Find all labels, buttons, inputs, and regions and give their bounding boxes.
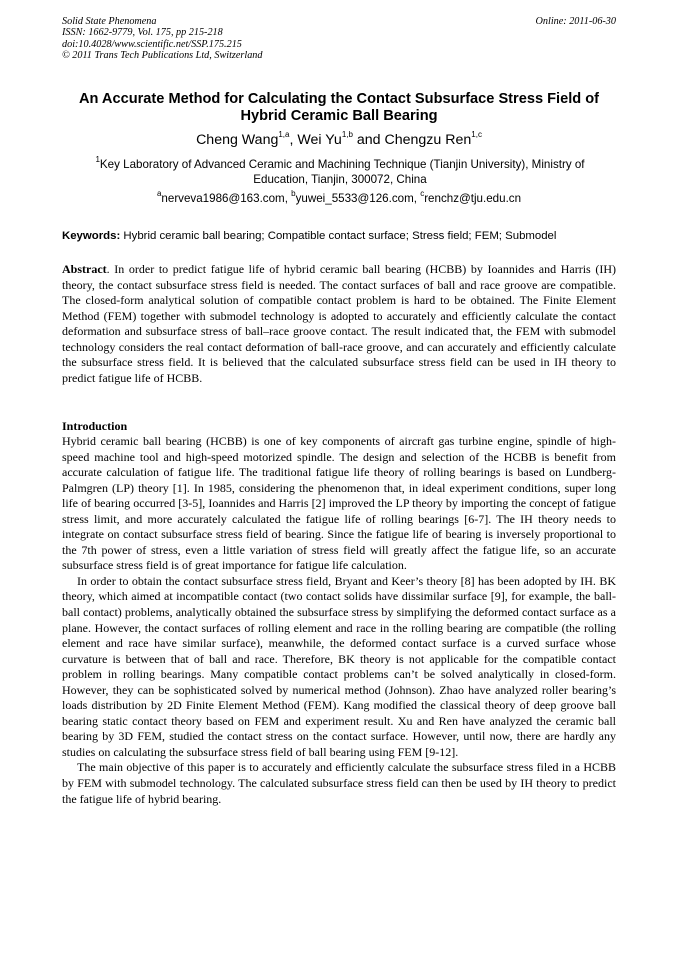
author-name: Chengzu Ren [384,132,472,148]
keywords-label: Keywords: [62,230,121,242]
affiliation-mark: 1 [95,155,100,165]
online-date: Online: 2011-06-30 [535,16,616,27]
email-mark: b [291,189,296,199]
abstract-label: Abstract [62,262,107,276]
email-separator: , [413,192,421,205]
author-affiliation-mark: 1,c [471,130,482,140]
section-heading-introduction: Introduction [62,419,128,433]
email-address: renchz@tju.edu.cn [424,192,522,205]
affiliation-text: Key Laboratory of Advanced Ceramic and Machining Technique (Tianjin University), Ministry of Education, Tianjin, 300072, China [99,158,585,186]
paragraph: Hybrid ceramic ball bearing (HCBB) is one of key components of aircraft gas turbine engine, spindle of high-speed machine tool and high-speed motorized spindle. The design and selection of the HCBB is benefit from accurate calculation of fatigue life. The traditional fatigue life theory of rolling bearings is based on Lundberg-Palmgren (LP) theory [1]. In 1985, considering the phenomenon that, in ideal experiment conditions, super long life of bearing occurred [3-5], Ioannides and Harris [2] improved the LP theory by importing the concept of fatigue stress limit, and more accurately calculated the fatigue life of rolling bearings [6-7]. The IH theory needs to integrate on contact subsurface stress field of bearing. Since the fatigue life of bearing is inversely proportional to the 7th power of stress, even a little variation of stress field will greatly affect the fatigue life, so an accurate subsurface stress field is of great importance for fatigue life calculation. [62,434,616,573]
journal-header [62,16,616,62]
email-address: yuwei_5533@126.com [295,192,414,205]
paragraph: In order to obtain the contact subsurface stress field, Bryant and Keer’s theory [8] has been adopted by IH. BK theory, which aimed at incompatible contact (two contact solids have dissimilar surface [9], for example, the ball-ball contact) problems, analytically obtained the subsurface stress by simplifying the deformed contact surface as a plane. However, the contact surfaces of rolling element and race in the rolling bearing are compatible (the rolling element and race have similar surface), meanwhile, the deformed contact surface is a curved surface whose curvature is between that of ball and race. Therefore, BK theory is not applicable for the compatible contact problem in rolling bearings. Many compatible contact problems can’t be solved analytically in closed-form. However, they can be sophisticated solved by numerical method (Johnson). Zhao have analyzed roller bearing’s loads distribution by 2D Finite Element Method (FEM). Kang modified the classical theory of deep groove ball bearing static contact theory based on FEM and experiment result. Xu and Ren have analyzed the ceramic ball bearing by 3D FEM, studied the contact stress on the contact surface. However, until now, there are hardly any studies on calculating the subsurface stress field of ball bearing using FEM [9-12]. [62,573,616,759]
issn-line: ISSN: 1662-9779, Vol. 175, pp 215-218 [62,27,223,39]
keywords [62,229,622,243]
abstract [62,262,616,386]
copyright-line: © 2011 Trans Tech Publications Ltd, Switzerland [62,50,263,62]
author-list [62,132,616,149]
paper-title: An Accurate Method for Calculating the Contact Subsurface Stress Field of Hybrid Ceramic Ball Bearing [78,91,600,124]
author-name: Cheng Wang [196,132,279,148]
author-separator: and [352,132,385,148]
email-separator: , [284,192,292,205]
affiliation [80,155,600,187]
abstract-text: . In order to predict fatigue life of hybrid ceramic ball bearing (HCBB) by Ioannides and Harris (IH) theory, the contact subsurface stress field is needed. The contact surfaces of ball and race groove are compatible. The closed-form analytical solution of compatible contact problem is hard to be obtained. The Finite Element Method (FEM) together with submodel technology is adopted to accurately and efficiently calculate the contact deformation and subsurface stress of ball–race groove contact. The result indicated that, the FEM with submodel technology considers the real contact deformation of ball-race groove, and can accurately and efficiently calculate the subsurface stress field. It is believed that the calculated subsurface stress field can be used in IH theory to predict fatigue life of HCBB. [62,262,616,385]
author-separator: , [289,132,298,148]
doi-line: doi:10.4028/www.scientific.net/SSP.175.215 [62,38,242,50]
author-affiliation-mark: 1,a [278,130,290,140]
author-name: Wei Yu [297,132,342,148]
author-emails [62,189,616,206]
paragraph: The main objective of this paper is to accurately and efficiently calculate the subsurface stress filed in a HCBB by FEM with submodel technology. The calculated subsurface stress field can then be used by IH theory to predict the fatigue life of hybrid bearing. [62,760,616,806]
email-address: nerveva1986@163.com [161,192,285,205]
email-mark: c [420,189,425,199]
author-affiliation-mark: 1,b [341,130,353,140]
keywords-text: Hybrid ceramic ball bearing; Compatible contact surface; Stress field; FEM; Submodel [120,230,557,242]
email-mark: a [156,189,162,199]
introduction-body [62,434,616,807]
journal-name: Solid State Phenomena [62,16,157,27]
